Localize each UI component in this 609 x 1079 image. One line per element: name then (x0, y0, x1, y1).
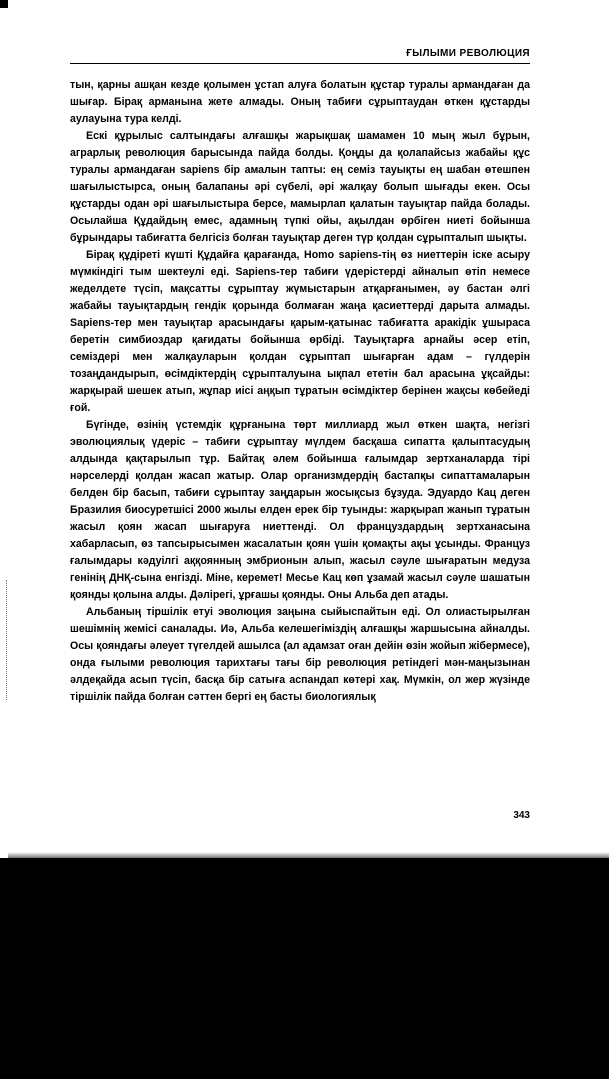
scan-corner-mark (0, 0, 8, 8)
paragraph-2: Ескі құрылыс салтындағы алғашқы жарықшақ шамамен 10 мың жыл бұрын, аграрлық революция барысында пайда болды. Қоңды да қолапайсыз жабайы құс туралы армандаған sapiens бір амалын тапты: ең семіз тауықты ең шабан өтешпен шағылыстырса, оның балапаны әрі сүбелі, әрі жалқау болып шығады екен. Осы құстарды одан әрі шағылыстыра берсе, мамырлап қалатын тауықтар пайда болады. Осылайша Құдайдың емес, адамның түпкі ойы, ақылдан өрбіген ниеті бойынша бұрындары табиғатта белгісіз болған тауықтар деген түр қолдан сұрыпталып шықты. (70, 130, 530, 244)
page-number: 343 (513, 810, 530, 821)
paragraph-4: Бүгінде, өзінің үстемдік құрғанына төрт миллиард жыл өткен шақта, негізгі эволюциялық үдеріс – табиғи сұрыптау мүлдем басқаша сипатта қалыптасудың алдында қақтарылып тұр. Байтақ әлем бойынша ғалымдар зертханаларда тірі нәрселерді қолдан жасап жатыр. Олар организмдердің бастапқы сипаттамаларын белден бір басып, табиғи сұрыптау заңдарын жосықсыз бұзуда. Эдуардо Кац деген Бразилия биосуретшісі 2000 жылы елден ерек бір туынды: жарқырап жанып тұратын жасыл қоян жасап шығаруға ниеттенді. Ол француздардың зертханасына хабарласып, өз тапсырысымен жасалатын қоян үшін қомақты ақы ұсынды. Француз ғалымдары кәдуілгі аққоянның эмбрионын алып, жасыл сәуле шығаратын медуза генінің ДНҚ-сына енгізді. Міне, керемет! Месье Кац көп ұзамай жасыл сәуле шашатын қоянды қолына алды. Дәлірегі, ұрғашы қоянды. Оны Альба деп атады. (70, 419, 530, 601)
paragraph-1: тын, қарны ашқан кезде қолымен ұстап алуға болатын құстар туралы армандаған да шығар. Бірақ арманына жете алмады. Оның табиғи сұрыптаудан өткен құстарды аулауына тура келді. (70, 79, 530, 125)
paragraph-5: Альбаның тіршілік етуі эволюция заңына сыйыспайтын еді. Ол олиастырылған шешімнің жемісі саналады. Иә, Альба келешегіміздің алғашқы жаршысына айналды. Осы қояндағы әлеует түгелдей ашылса (ал адамзат оған дейін өзін жойып жібермесе), онда ғылыми революция тарихтағы тағы бір революция ретіндегі мән-маңызынан әлдеқайда асып түсіп, басқа бір сатыға аспандап көтері хақ. Мүмкін, ол жер жүзінде тіршілік пайда болған сәттен бергі ең басты биологиялық (70, 606, 530, 703)
running-head: ҒЫЛЫМИ РЕВОЛЮЦИЯ (70, 48, 530, 64)
scan-black-band (0, 858, 609, 1079)
body-text (70, 77, 530, 706)
book-page (70, 48, 530, 821)
scan-margin-specks (6, 580, 11, 700)
paragraph-3: Бірақ құдіреті күшті Құдайға қарағанда, Homo sapiens-тің өз ниеттерін іске асыру мүмкіндігі тым шектеулі еді. Sapiens-тер табиғи үдерістерді айналып өтіп немесе жеделдете түсіп, мақсатты сұрыптау жүмыстарын атқарғанымен, әу бастан әлгі жабайы тауықтардың гендік қорында болмаған жаңа қасиеттерді дарыта алмады. Sapiens-тер мен тауықтар арасындағы қарым-қатынас табиғатта аракідік ұшыраса беретін симбиоздар қағидаты бойынша өрбіді. Тауықтарға арнайы әсер етіп, семіздері мен жалқауларын қолдан сұрыптап шығарған адам – гүлдерін тозаңдандырып, өсімдіктердің сұрыпталуына ықпал ететін бал арасына ұқсайды: жарқырай шешек атып, жұпар иісі аңқып тұратын өсімдіктер берінен жақсы көбейеді ғой. (70, 249, 530, 414)
